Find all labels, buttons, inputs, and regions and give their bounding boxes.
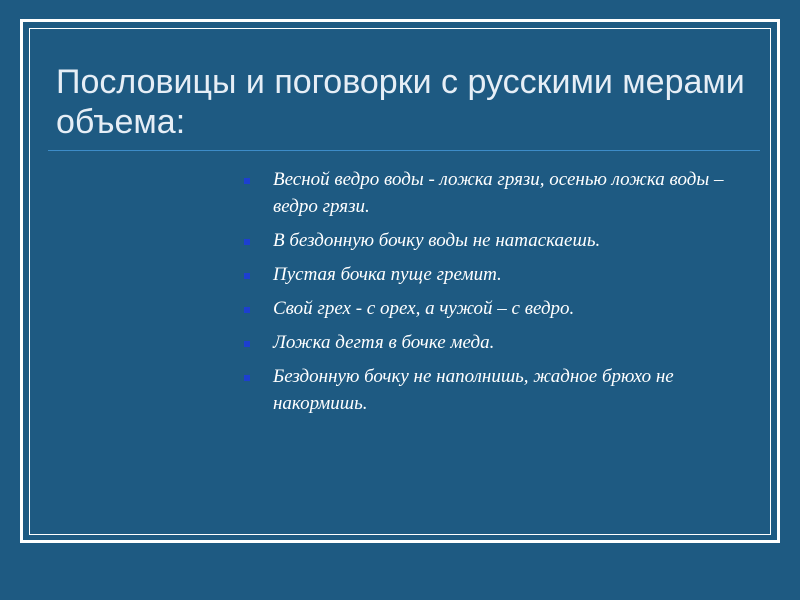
proverb-text: Пустая бочка пуще гремит. [273,264,502,285]
list-item [240,261,760,288]
square-bullet-icon [244,239,250,245]
proverb-text: Бездонную бочку не наполнишь, жадное брюхо не накормишь. [273,366,674,414]
proverb-text: Весной ведро воды - ложка грязи, осенью ложка воды – ведро грязи. [273,169,724,217]
slide-title: Пословицы и поговорки с русскими мерами объема: [56,63,745,141]
list-item [240,295,760,322]
square-bullet-icon [244,273,250,279]
list-item [240,166,760,220]
square-bullet-icon [244,341,250,347]
proverb-text: Ложка дегтя в бочке меда. [273,332,495,353]
proverb-text: В бездонную бочку воды не натаскаешь. [273,230,601,251]
title-divider [48,150,760,151]
proverb-list [240,166,760,424]
square-bullet-icon [244,375,250,381]
list-item [240,227,760,254]
square-bullet-icon [244,307,250,313]
list-item [240,329,760,356]
square-bullet-icon [244,178,250,184]
list-item [240,363,760,417]
proverb-text: Свой грех - с орех, а чужой – с ведро. [273,298,575,319]
